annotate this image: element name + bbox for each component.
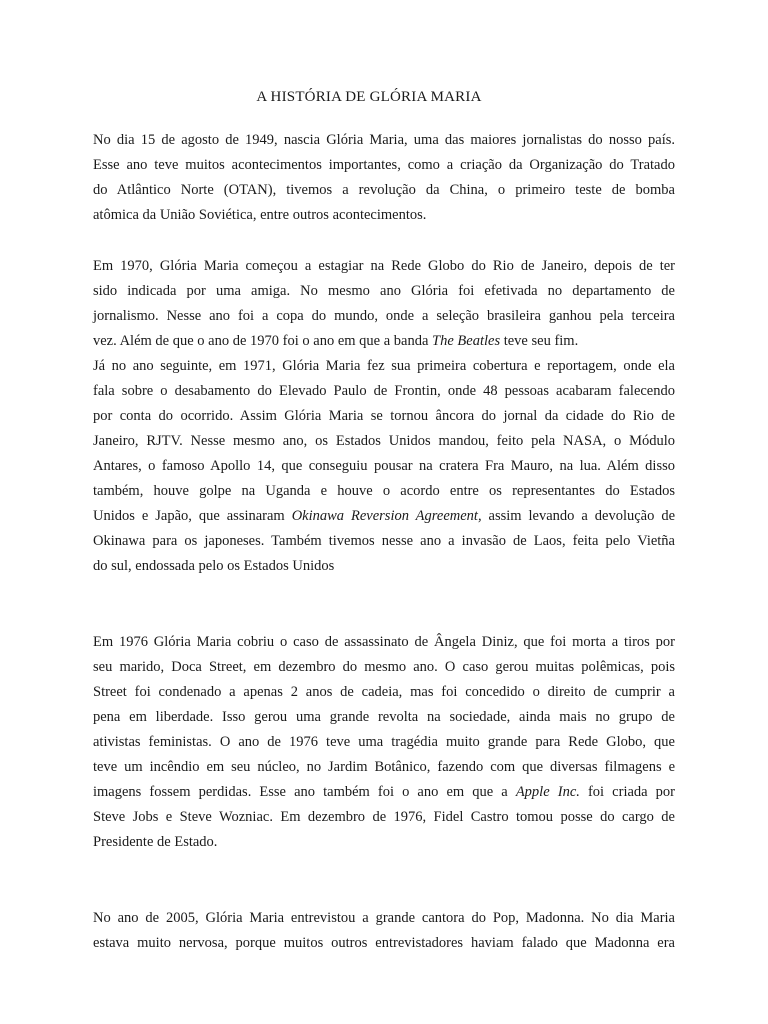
paragraph-line: Street foi condenado a apenas 2 anos de cadeia, mas foi concedido o direito de cumprir a <box>93 684 675 700</box>
paragraph-line: No ano de 2005, Glória Maria entrevistou a grande cantora do Pop, Madonna. No dia Maria <box>93 910 675 926</box>
paragraph-line: jornalismo. Nesse ano foi a copa do mundo, onde a seleção brasileira ganhou pela terceira <box>93 308 675 324</box>
paragraph-line: Steve Jobs e Steve Wozniac. Em dezembro de 1976, Fidel Castro tomou posse do cargo de <box>93 809 675 825</box>
paragraph-line: atômica da União Soviética, entre outros acontecimentos. <box>93 207 427 223</box>
paragraph-line: seu marido, Doca Street, em dezembro do mesmo ano. O caso gerou muitas polêmicas, pois <box>93 659 675 675</box>
paragraph-line: ativistas feministas. O ano de 1976 teve uma tragédia muito grande para Rede Globo, que <box>93 734 675 750</box>
paragraph-2 <box>93 254 675 354</box>
paragraph-line: também, houve golpe na Uganda e houve o acordo entre os representantes do Estados <box>93 483 675 499</box>
paragraph-line: pena em liberdade. Isso gerou uma grande revolta na sociedade, ainda mais no grupo de <box>93 709 675 725</box>
paragraph-line <box>93 504 675 529</box>
paragraph-3 <box>93 354 675 579</box>
paragraph-line: No dia 15 de agosto de 1949, nascia Glória Maria, uma das maiores jornalistas do nosso país. <box>93 132 675 148</box>
paragraph-1 <box>93 128 675 228</box>
paragraph-line: sido indicada por uma amiga. No mesmo ano Glória foi efetivada no departamento de <box>93 283 675 299</box>
italic-company-name: Apple Inc. <box>515 784 580 800</box>
paragraph-4 <box>93 630 675 855</box>
text-run: vez. Além de que o ano de 1970 foi o ano em que a banda <box>93 333 433 349</box>
document-title: A HISTÓRIA DE GLÓRIA MARIA <box>256 89 482 105</box>
paragraph-line: Esse ano teve muitos acontecimentos importantes, como a criação da Organização do Tratado <box>93 157 675 173</box>
italic-band-name: The Beatles <box>432 333 501 349</box>
italic-agreement-name: Okinawa Reversion Agreement, <box>291 508 482 524</box>
paragraph-line: fala sobre o desabamento do Elevado Paulo de Frontin, onde 48 pessoas acabaram falecendo <box>93 383 675 399</box>
paragraph-line <box>93 780 675 805</box>
paragraph-line: Presidente de Estado. <box>93 834 218 850</box>
text-run: Unidos e Japão, que assinaram <box>93 508 292 524</box>
paragraph-line: por conta do ocorrido. Assim Glória Maria se tornou âncora do jornal da cidade do Rio de <box>93 408 675 424</box>
paragraph-line: Antares, o famoso Apollo 14, que conseguiu pousar na cratera Fra Mauro, na lua. Além disso <box>93 458 675 474</box>
paragraph-line: Já no ano seguinte, em 1971, Glória Maria fez sua primeira cobertura e reportagem, onde ela <box>93 358 675 374</box>
paragraph-line: Em 1970, Glória Maria começou a estagiar na Rede Globo do Rio de Janeiro, depois de ter <box>93 258 675 274</box>
paragraph-5 <box>93 906 675 956</box>
text-run: assim levando a devolução de <box>481 508 676 524</box>
paragraph-line: Okinawa para os japoneses. Também tivemos nesse ano a invasão de Laos, feita pelo Vietña <box>93 533 675 549</box>
paragraph-line: do sul, endossada pelo os Estados Unidos <box>93 558 335 574</box>
paragraph-line: estava muito nervosa, porque muitos outros entrevistadores haviam falado que Madonna era <box>93 935 675 951</box>
paragraph-line: do Atlântico Norte (OTAN), tivemos a revolução da China, o primeiro teste de bomba <box>93 182 675 198</box>
text-run: imagens fossem perdidas. Esse ano também foi o ano em que a <box>93 784 516 800</box>
paragraph-line: Janeiro, RJTV. Nesse mesmo ano, os Estados Unidos mandou, feito pela NASA, o Módulo <box>93 433 675 449</box>
paragraph-line: Em 1976 Glória Maria cobriu o caso de assassinato de Ângela Diniz, que foi morta a tiros por <box>93 634 675 650</box>
paragraph-line <box>93 329 675 354</box>
text-run: foi criada por <box>579 784 676 800</box>
paragraph-line: teve um incêndio em seu núcleo, no Jardim Botânico, fazendo com que diversas filmagens e <box>93 759 675 775</box>
text-run: teve seu fim. <box>500 333 579 349</box>
